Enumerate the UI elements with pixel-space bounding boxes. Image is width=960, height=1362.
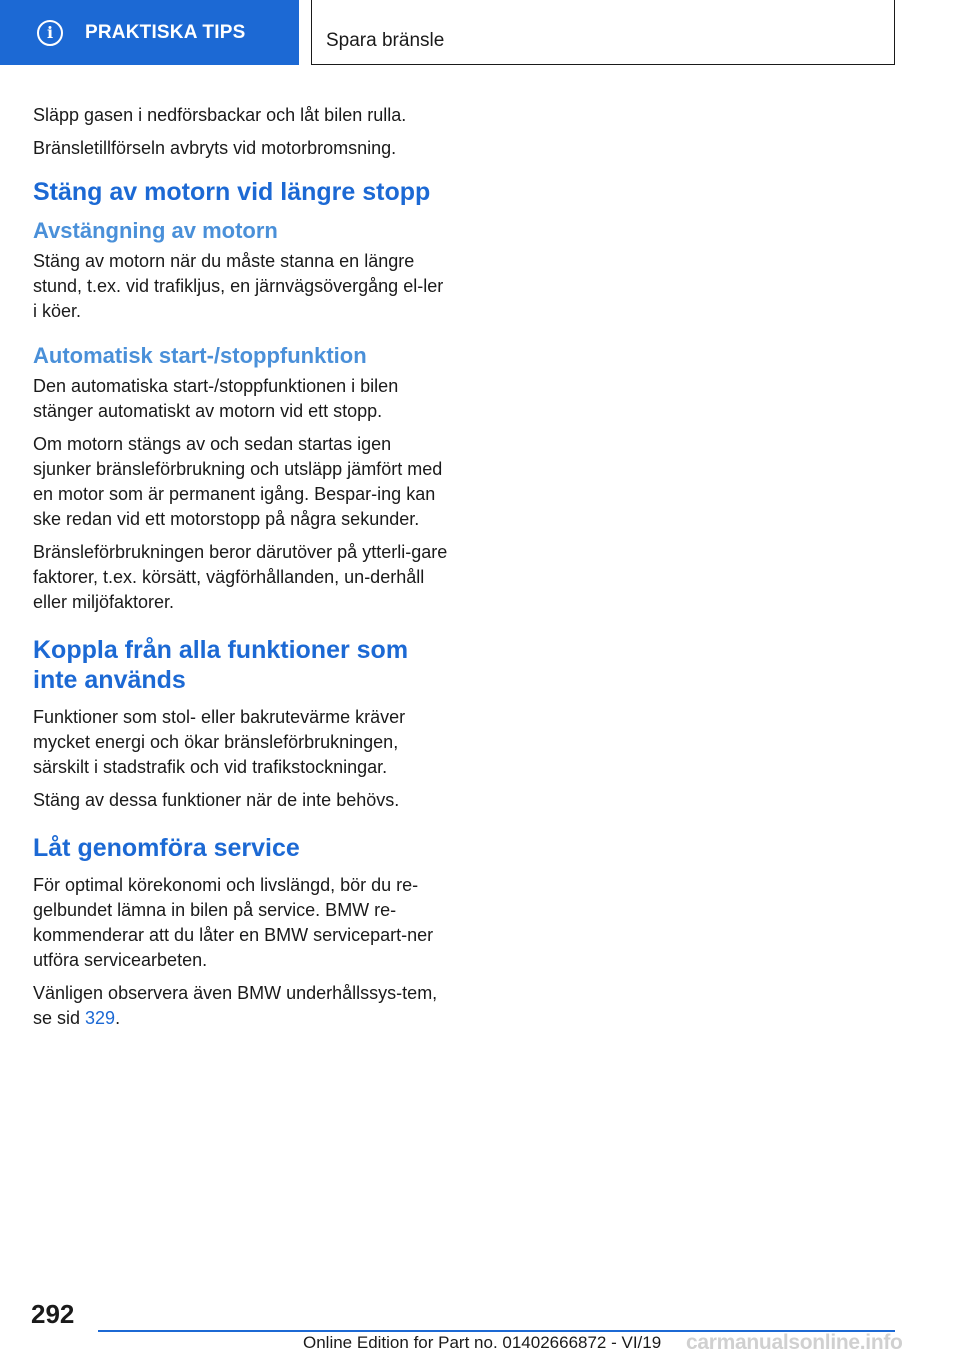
subsection-heading: Automatisk start-/stoppfunktion: [33, 343, 367, 368]
paragraph-text: .: [115, 1008, 121, 1028]
paragraph: Den automatiska start-/stoppfunktionen i bilen stänger automatiskt av motorn vid ett stopp.: [33, 376, 399, 421]
section-heading: Låt genomföra service: [33, 834, 300, 862]
main-content: [33, 103, 448, 1039]
paragraph: Släpp gasen i nedförsbackar och låt bilen rulla.: [33, 105, 407, 125]
info-icon: i: [37, 20, 63, 46]
paragraph: Funktioner som stol- eller bakrutevärme kräver mycket energi och ökar bränsleförbrukningen, särskilt i stadstrafik och vid trafikstockningar.: [33, 707, 406, 777]
page-reference-link[interactable]: 329: [85, 1008, 116, 1028]
page-header: [311, 0, 895, 65]
paragraph: Bränsleförbrukningen beror därutöver på ytterli-gare faktorer, t.ex. körsätt, vägförhållanden, un-derhåll eller miljöfaktorer.: [33, 542, 448, 612]
section-heading: Koppla från alla funktioner som inte används: [33, 636, 409, 694]
paragraph: Om motorn stängs av och sedan startas igen sjunker bränsleförbrukning och utsläpp jämfört med en motor som är permanent igång. Bespar-ing kan ske redan vid ett motorstopp på några sekunder.: [33, 434, 443, 529]
page-number: 292: [31, 1299, 75, 1329]
subsection-heading: Avstängning av motorn: [33, 218, 278, 243]
section-heading: Stäng av motorn vid längre stopp: [33, 178, 431, 206]
paragraph: Bränsletillförseln avbryts vid motorbromsning.: [33, 138, 397, 158]
watermark: carmanualsonline.info: [686, 1331, 903, 1354]
paragraph: Stäng av motorn när du måste stanna en längre stund, t.ex. vid trafikljus, en järnvägsövergång el-ler i köer.: [33, 251, 444, 321]
section-label: PRAKTISKA TIPS: [85, 21, 246, 43]
section-tab: [0, 0, 299, 65]
paragraph: Stäng av dessa funktioner när de inte behövs.: [33, 790, 400, 810]
page-title: Spara bränsle: [326, 30, 445, 51]
paragraph-text: Vänligen observera även BMW underhållssys-tem, se sid: [33, 983, 438, 1028]
paragraph-with-link: [33, 981, 448, 1031]
edition-info: Online Edition for Part no. 01402666872 - VI/19: [303, 1333, 662, 1352]
paragraph: För optimal körekonomi och livslängd, bör du re-gelbundet lämna in bilen på service. BMW re-kommenderar att du låter en BMW servicepart-ner utföra servicearbeten.: [33, 875, 434, 970]
